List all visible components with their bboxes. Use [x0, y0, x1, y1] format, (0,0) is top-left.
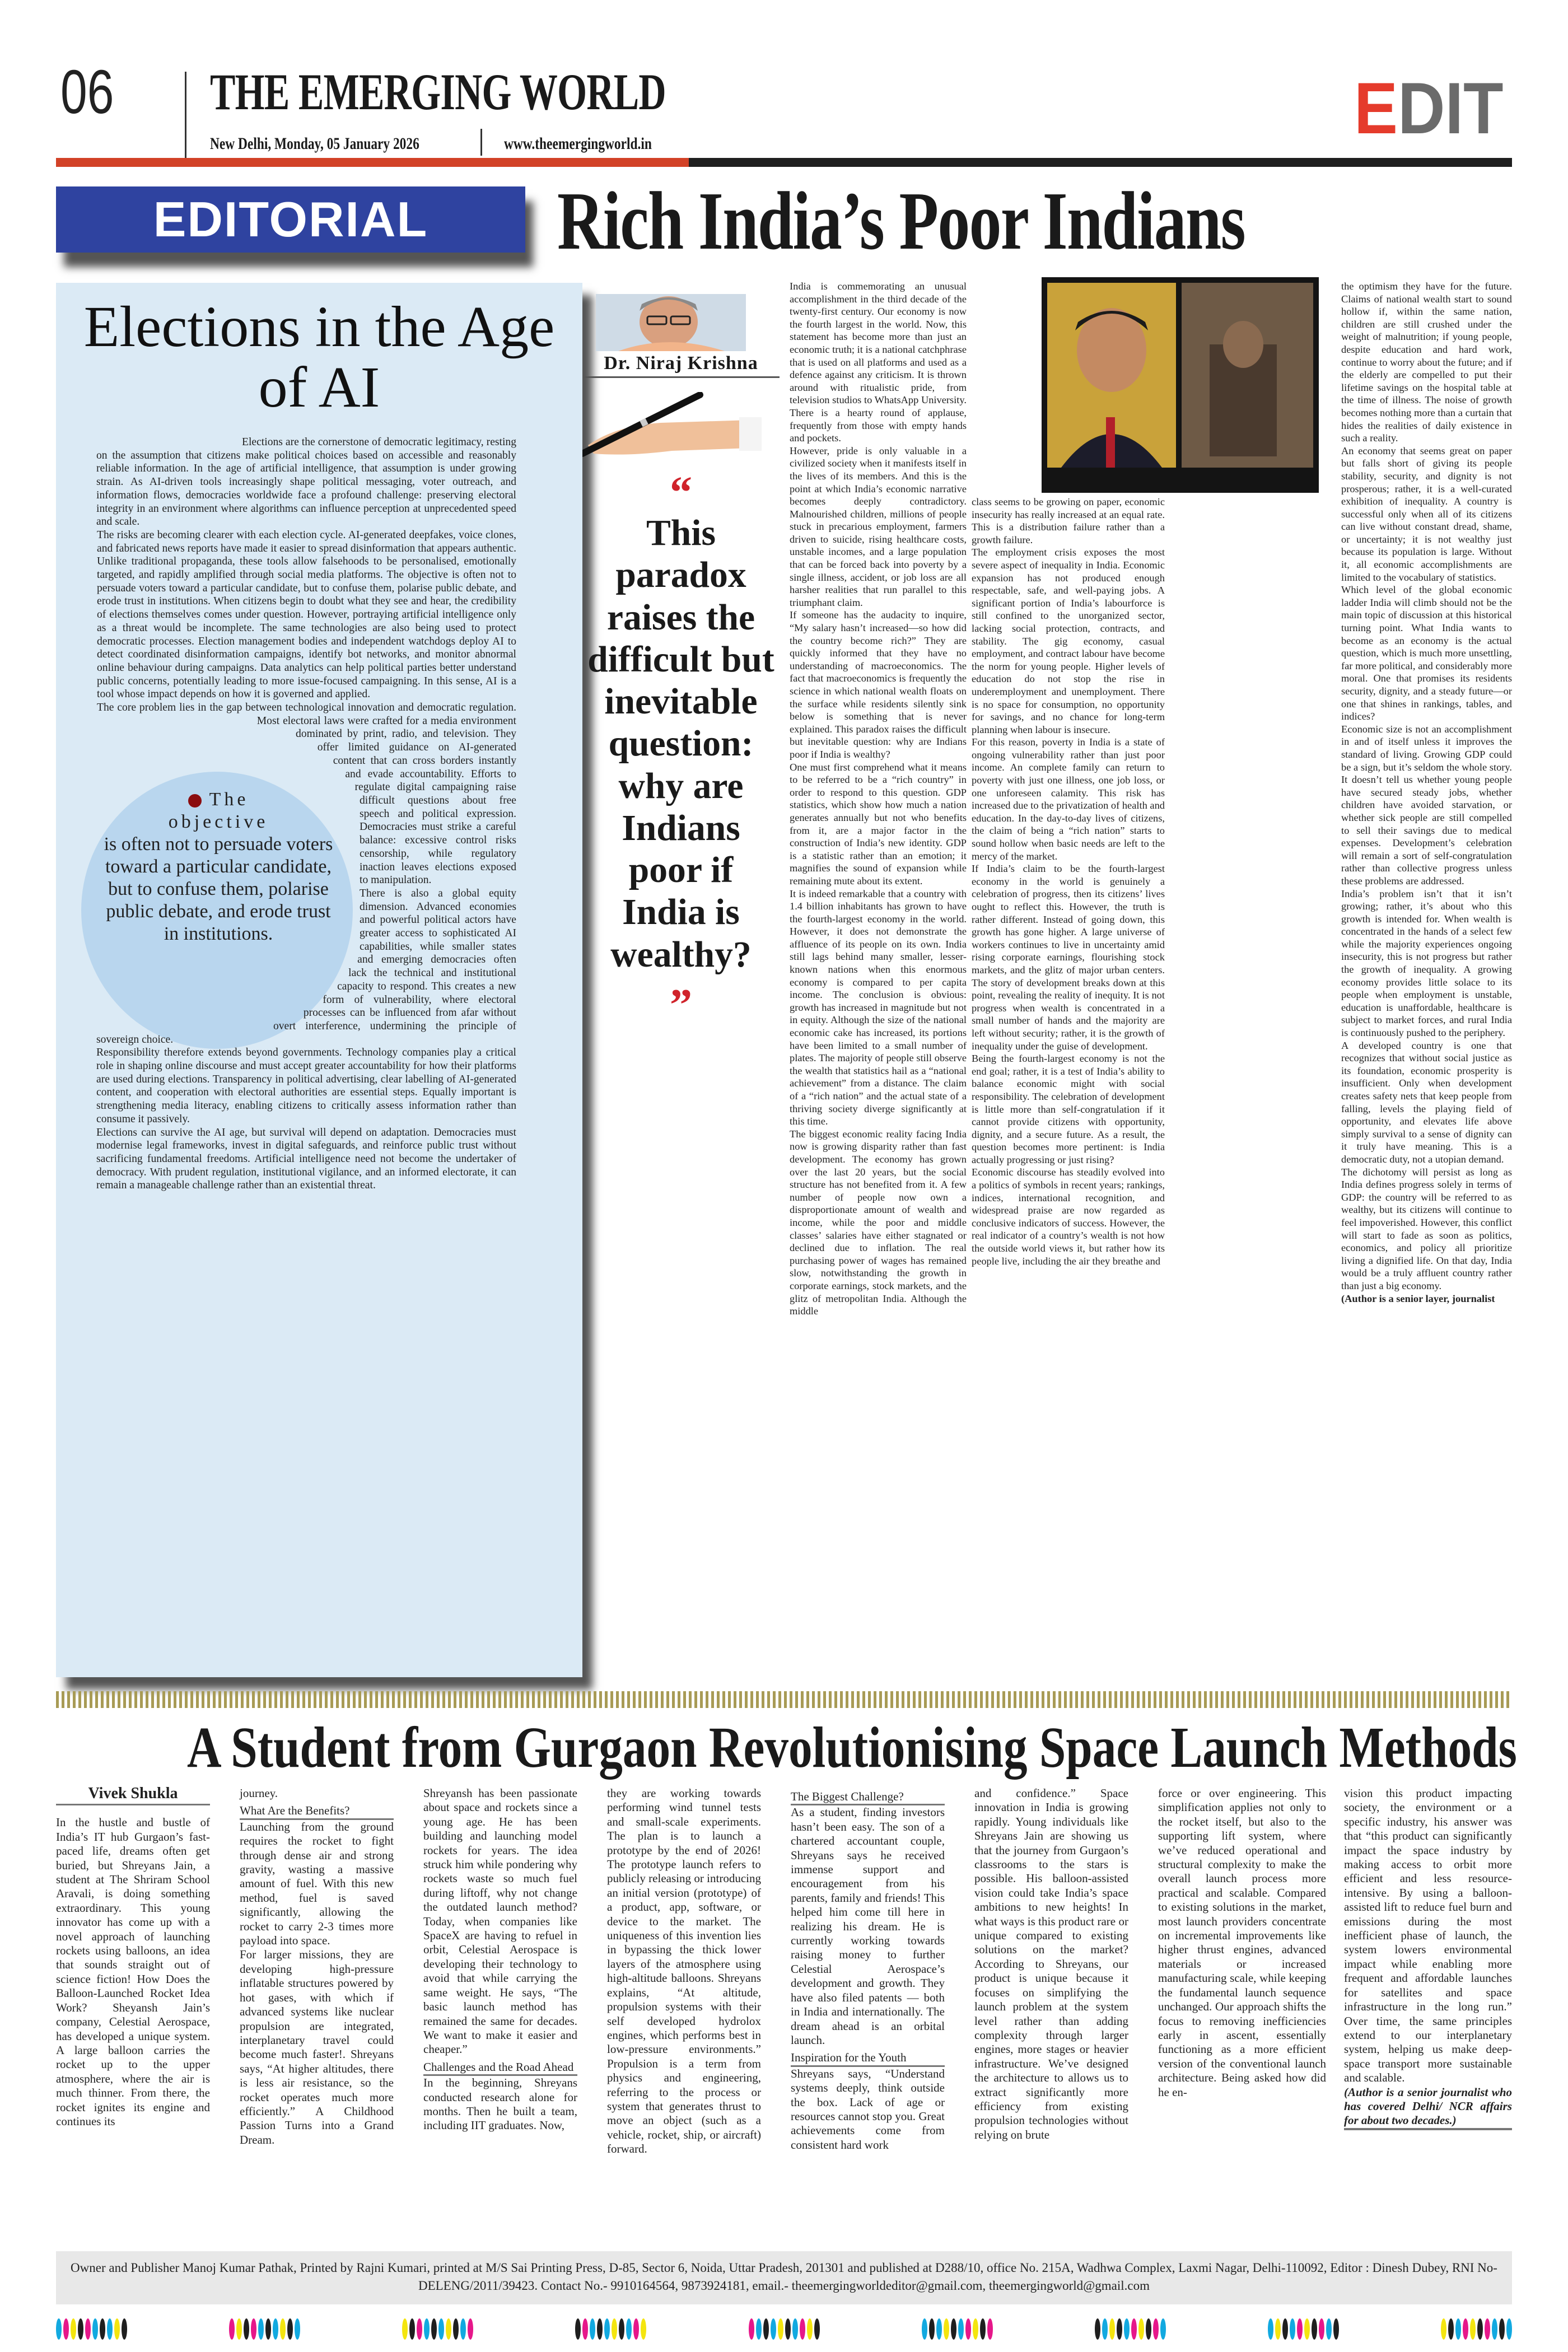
registration-dot [258, 2318, 264, 2340]
registration-dot [756, 2318, 762, 2340]
author-photo [596, 294, 746, 351]
article-paragraph: India’s problem isn’t that it isn’t growing; rather, it’s about who this growth is intended for. When wealth is concentrated in the hands of a select few while the majority experiences ongoing insecurity, this is not progress but rather the growth of inequality. A growing economy provides little solace to its people when employment is unstable, education is unaffordable, healthcare is subject to market forces, and rural India is continuously pushed to the periphery. [1341, 888, 1512, 1039]
space-paragraph: journey. [240, 1786, 278, 1800]
editorial-pull-quote [101, 788, 336, 945]
registration-dot [229, 2318, 235, 2340]
space-byline: Vivek Shukla [56, 1786, 210, 1805]
pull-quote-rest: is often not to persuade voters toward a particular candidate, but to confuse them, polarise public debate, and erode trust in institutions. [104, 834, 333, 944]
registration-dot [929, 2318, 935, 2340]
subhead-biggest-challenge: The Biggest Challenge? [791, 1790, 945, 1805]
article-paragraph: Economic size is not an accomplishment in and of itself unless it improves the standard of living. Growing GDP could be a sign, but it’s seldom the whole story. It doesn’t tell us whether young people have secured steady jobs, whether children have avoided starvation, or whether sick people are still compelled to sell their savings due to medical expenses. Development’s celebration will remain a sort of self-congratulation rather than collective progress unless these problems are addressed. [1341, 723, 1512, 886]
registration-dot [633, 2318, 639, 2340]
registration-dot [244, 2318, 249, 2340]
article-photo [1042, 277, 1319, 493]
registration-dot [56, 2318, 62, 2340]
dateline-divider [480, 129, 482, 156]
article-column-1 [790, 280, 967, 1318]
registration-dot [1153, 2318, 1159, 2340]
space-paragraph: As a student, finding investors hasn’t been easy. The son of a chartered accountant couple, Shreyans says he received immense support and encouragement from his parents, family and friends! This helped him come till here in realizing his dream. He is currently working towards raising money to further Celestial Aerospace’s development and growth. They have also filed patents — both in India and internationally. The dream ahead is an orbital launch. [791, 1805, 945, 2047]
registration-dot [604, 2318, 610, 2340]
editorial-title: Elections in the Age of AI [83, 295, 555, 420]
article-paragraph: The dichotomy will persist as long as India defines progress solely in terms of GDP: the country will be referred to as wealthy, but its citizens will continue to feel impoverished. However, this conflict will start to fade as soon as politics, economics, and policy all prioritize living a dignified life. On that day, India would be a truly affluent country rather than just a big economy. [1341, 1166, 1512, 1291]
registration-dot [122, 2318, 127, 2340]
registration-dot [1492, 2318, 1497, 2340]
registration-dot [626, 2318, 632, 2340]
space-paragraph: they are working towards performing wind tunnel tests and small-scale experiments. The plan is to launch a prototype by the end of 2026! The prototype launch refers to publicly releasing or introducing an initial version (prototype) of a product, app, software, or device to the market. The uniqueness of this invention lies in bypassing the thick lower layers of the atmosphere using high-altitude balloons. Shreyans explains, “At altitude, propulsion systems with their self developed hydrolox engines, which performs best in low-pressure environments.” Propulsion is a term from physics and engineering, referring to the process or system that generates thrust to move an object (such as a vehicle, rocket, ship, or aircraft) forward. [607, 1786, 761, 2156]
registration-dot [749, 2318, 754, 2340]
registration-dot [590, 2318, 595, 2340]
editorial-tag-label: EDITORIAL [153, 192, 428, 247]
section-logo [1354, 67, 1504, 149]
section-logo-rest: DIT [1398, 67, 1504, 149]
registration-dot [807, 2318, 813, 2340]
registration-dot [785, 2318, 791, 2340]
space-column-3 [423, 1786, 577, 2133]
registration-dot [438, 2318, 444, 2340]
header-divider [185, 72, 186, 164]
registration-dot [1268, 2318, 1273, 2340]
article-paragraph: Which level of the global economic ladder India will climb should not be the main topic of discussion at this historical turning point. What India wants to become as an economy is the actual question, which is much more unsettling, far more political, and considerably more moral. One that promises its residents security, dignity, and a steady future—or one that shines in rankings, tables, and indices? [1341, 584, 1512, 722]
article-paragraph: The biggest economic reality facing India now is growing disparity rather than fast development. The economy has grown over the last 20 years, but the social structure has not benefited from it. A few number of people now own a disproportionate amount of wealth and income, while the poor and middle classes’ salaries have either stagnated or declined due to inflation. The real purchasing power of wages has remained slow, notwithstanding the growth in corporate earnings, stock markets, and the glitz of metropolitan India. Although the middle [790, 1128, 967, 1317]
space-author-note: (Author is a senior journalist who has covered Delhi/ NCR affairs for about two decades.) [1344, 2085, 1512, 2130]
registration-dot-group [575, 2318, 646, 2341]
registration-dot [763, 2318, 769, 2340]
registration-dot [1499, 2318, 1505, 2340]
space-column-4 [607, 1786, 761, 2157]
registration-dot [1448, 2318, 1454, 2340]
registration-dot [424, 2318, 430, 2340]
registration-dot [236, 2318, 242, 2340]
registration-dot-group [56, 2318, 127, 2341]
header-rule-black [689, 158, 1512, 167]
article-column-2 [972, 496, 1165, 1267]
registration-dot [987, 2318, 993, 2340]
space-paragraph: vision this product impacting society, the environment or a specific industry, his answer was that “this product can significantly impact the space industry by making access to orbit more efficient and less resource-intensive. By using a balloon-assisted lift to reduce fuel burn and emissions during the most inefficient phase of launch, the system lowers environmental impact while enabling more frequent and affordable launches for satellites and space infrastructure in the long run.” Over time, the same principles extend to our interplanetary system, helping us make deep-space transport more sustainable and scalable. [1344, 1786, 1512, 2085]
registration-dot-group [1268, 2318, 1339, 2341]
section-logo-first: E [1354, 67, 1398, 149]
registration-dot [980, 2318, 986, 2340]
registration-dot [1102, 2318, 1108, 2340]
registration-dot [1160, 2318, 1166, 2340]
registration-dot [114, 2318, 120, 2340]
registration-dot-group [922, 2318, 993, 2341]
article-paragraph: The employment crisis exposes the most severe aspect of inequality in India. Economic expansion has not produced enough respectable, safe, and well-paying jobs. A significant portion of India’s labourforce is still confined to the unorganized sector, lacking social protection, contracts, and stability. The gig economy, casual employment, and contract labour have become the norm for young people. Higher levels of education do not stop the rise in underemployment and unemployment. There is no space for consumption, no opportunity for savings, and no chance for long-term planning when labour is insecure. [972, 547, 1165, 735]
article-paragraph: For this reason, poverty in India is a state of ongoing vulnerability rather than just poor income. An complete family can return to poverty with just one illness, one job loss, or one unforeseen calamity. This risk has increased due to the privatization of health and education. In the day-to-day lives of citizens, the claim of being a “rich nation” starts to sound hollow when basic needs are left to the mercy of the market. [972, 736, 1165, 862]
registration-dot [251, 2318, 256, 2340]
space-paragraph: and confidence.” Space innovation in India is growing rapidly. Young individuals like Shreyans Jain are showing us that the journey from Gurgaon’s classrooms to the stars is possible. His balloon-assisted vision could take India’s space ambitions to new heights! In what ways is this product rare or unique compared to existing solutions on the market? According to Shreyans, our product is unique because it focuses on simplifying the launch problem at the system level rather than adding complexity through larger engines, more stages or heavier infrastructure. We’ve designed the architecture to allows us to extract significantly more efficiency from existing propulsion technologies without relying on brute [974, 1786, 1128, 2141]
registration-dot [951, 2318, 956, 2340]
space-article-headline: A Student from Gurgaon Revolutionising Space Launch Methods [187, 1715, 1517, 1780]
registration-dot [1319, 2318, 1324, 2340]
registration-dot [1290, 2318, 1295, 2340]
registration-dot [92, 2318, 98, 2340]
registration-dot [460, 2318, 466, 2340]
registration-dot [958, 2318, 964, 2340]
space-column-6 [974, 1786, 1128, 2142]
main-headline: Rich India’s Poor Indians [557, 175, 1245, 267]
registration-dot [1485, 2318, 1490, 2340]
registration-dot [453, 2318, 459, 2340]
registration-dot [1275, 2318, 1281, 2340]
registration-dot [1146, 2318, 1151, 2340]
article-paragraph: It is indeed remarkable that a country with 1.4 billion inhabitants has grown to have the fourth-largest economy in the world. However, it does not demonstrate the affluence of its people on its own. India still lags behind many smaller, lesser-known nations when this enormous economy is compared to per capita income. The conclusion is obvious: growth has increased in magnitude but not in equity. Although the size of the national economic cake has increased, its portions have been limited to a small number of plates. The majority of people still observe the wealth that statistics hail as a “national achievement” from a distance. The claim of a “rich nation” and the actual state of a thriving society diverge significantly at this time. [790, 888, 967, 1127]
editorial-paragraph: Elections are the cornerstone of democratic legitimacy, resting on the assumption that citizens make political choices based on accessible and reasonably reliable information. In the age of artificial intelligence, that assumption is under growing strain. As AI-driven tools increasingly shape political messaging, voter outreach, and information flows, democracies worldwide face a profound challenge: preserving electoral integrity in an environment where algorithms can influence perception at unprecedented speed and scale. [96, 436, 516, 528]
registration-dot [575, 2318, 581, 2340]
registration-dot [814, 2318, 820, 2340]
registration-dot [265, 2318, 271, 2340]
header-rule-red [56, 158, 689, 167]
registration-dot-group [749, 2318, 820, 2341]
article-paragraph: If India’s claim to be the fourth-largest economy in the world is genuinely a celebration of progress, then its citizens’ lives ought to reflect this. However, the truth is rather different. Instead of going down, this growth has gone higher. A large universe of workers continues to live in uncertainty amid rising corporate earnings, flourishing stock markets, and the glitz of major urban centers. The story of development breaks down at this point, revealing the reality of inequity. It is not progress when wealth is concentrated in a small number of hands and the majority are left without security; rather, it is the growth of inequality under the guise of development. [972, 863, 1165, 1052]
registration-dot [582, 2318, 588, 2340]
quote-close-icon: ” [670, 981, 692, 1030]
registration-dot [1333, 2318, 1339, 2340]
registration-dot [778, 2318, 783, 2340]
space-paragraph: In the beginning, Shreyans conducted research alone for months. Then he built a team, including IIT graduates. Now, [423, 2076, 577, 2132]
striped-divider [56, 1691, 1512, 1708]
article-paragraph: An economy that seems great on paper but falls short of giving its people stability, security, and dignity is not prosperous; rather, it is a well-curated exhibition of inequality. A country is successful only when all of its citizens can live without constant dread, shame, or uncertainty; it is not wealthy just because its population is large. Without it, all economic accomplishments are limited to the vocabulary of statistics. [1341, 445, 1512, 583]
registration-dot [597, 2318, 603, 2340]
space-paragraph: Shreyansh has been passionate about space and rockets since a young age. He has been building and launching model rockets for years. The idea struck him while pondering why rockets waste so much fuel during liftoff, why not change the outdated launch method? Today, when companies like SpaceX are having to refuel in orbit, Celestial Aerospace is developing their technology to avoid that while carrying the same weight. He says, “The basic launch method has remained the same for decades. We want to make it easier and cheaper.” [423, 1786, 577, 2056]
space-column-5 [791, 1786, 945, 2152]
quote-open-icon: “ [670, 468, 692, 517]
editorial-paragraph: There is also a global equity dimension. Advanced economies and powerful political actors have greater access to sophisticated AI capabilities, while smaller states and emerging democracies often lack the technical and institutional capacity to respond. This creates a new form of vulnerability, where electoral processes can be influenced from afar without overt interference, undermining the principle of sovereign choice. [96, 887, 516, 1046]
registration-dot [792, 2318, 798, 2340]
main-pull-quote: This paradox raises the difficult but inevitable question: why are Indians poor if India is wealthy? [587, 513, 774, 975]
pull-quote-lead: The [209, 789, 249, 810]
editorial-tag [56, 186, 525, 253]
hand-pen-image [582, 392, 773, 459]
registration-dot [100, 2318, 105, 2340]
registration-dot [1506, 2318, 1512, 2340]
registration-dot [1109, 2318, 1115, 2340]
registration-dot [71, 2318, 76, 2340]
registration-dot [1477, 2318, 1483, 2340]
registration-dot [1441, 2318, 1446, 2340]
registration-dot [295, 2318, 300, 2340]
registration-dot [922, 2318, 927, 2340]
registration-dot [1095, 2318, 1100, 2340]
article-paragraph: However, pride is only valuable in a civilized society when it manifests itself in the lives of its members. And this is the point at which India’s economic narrative becomes deeply contradictory. Malnourished children, millions of people stuck in precarious employment, farmers driven to suicide, rising healthcare costs, unstable incomes, and a large population that can be forced back into poverty by a single illness, accident, or job loss are all harsher realities that run parallel to this triumphant claim. [790, 445, 967, 608]
registration-dot [1138, 2318, 1144, 2340]
space-paragraph: In the hustle and bustle of India’s IT hub Gurgaon’s fast-paced life, dreams often get buried, but Shreyans Jain, a student at The Shriram School Aravali, is doing something extraordinary. This young innovator has come up with a novel approach of launching rockets using balloons, an idea that sounds straight out of science fiction! How Does the Balloon-Launched Rocket Idea Work? Sheyansh Jain’s company, Celestial Aerospace, has developed a unique system. A large balloon carries the rocket up to the upper atmosphere, where the air is much thinner. From there, the rocket ignites its engine and continues its [56, 1816, 210, 2128]
space-paragraph: force or over engineering. This simplification applies not only to the rocket itself, but also to the supporting lift system, where we’ve reduced operational and structural complexity to make the overall launch process more practical and scalable. Compared to existing solutions in the market, most launch providers concentrate on incremental improvements like higher thrust engines, advanced materials or increased manufacturing scale, while keeping the fundamental launch sequence unchanged. Our approach shifts the focus to removing inefficiencies early in ascent, essentially functioning as a more efficient version of the conventional launch architecture. Being asked how did he en- [1158, 1786, 1326, 2099]
article-paragraph: Being the fourth-largest economy is not the end goal; rather, it is a test of India’s ability to balance economic might with social responsibility. The celebration of development is little more than self-congratulation if it cannot provide citizens with opportunity, dignity, and a secure future. As a result, the question becomes more pertinent: is India actually progressing or just rising? [972, 1053, 1165, 1165]
registration-dot [409, 2318, 415, 2340]
registration-dot [1282, 2318, 1288, 2340]
registration-dot [1304, 2318, 1310, 2340]
pull-quote-word: objective [168, 811, 269, 832]
registration-dot [1326, 2318, 1332, 2340]
article-paragraph: One must first comprehend what it means to be referred to be a “rich country” in order to respond to this question. GDP statistics, which show how much a nation generates annually but not who benefits from it, are a major factor in the construction of India’s new identity. GDP is a statistic rather than an emotion; it magnifies the sound of expansion while remaining mute about its extent. [790, 761, 967, 886]
registration-dot [612, 2318, 617, 2340]
registration-dot [936, 2318, 942, 2340]
registration-dot-group [1095, 2318, 1166, 2341]
registration-dot [1297, 2318, 1303, 2340]
registration-dot [944, 2318, 949, 2340]
registration-dot [1455, 2318, 1461, 2340]
article-column-4 [1341, 280, 1512, 1305]
registration-dot [800, 2318, 805, 2340]
registration-dot [641, 2318, 646, 2340]
editorial-paragraph: Elections can survive the AI age, but survival will depend on adaptation. Democracies must modernise legal frameworks, invest in digital safeguards, and reinforce public trust without sacrificing fundamental freedoms. Artificial intelligence need not become the undertaker of democracy. With prudent regulation, institutional vigilance, and an informed electorate, it can remain a manageable challenge rather than an existential threat. [96, 1126, 516, 1192]
article-paragraph: If someone has the audacity to inquire, “My salary hasn’t increased—so how did the country become rich?” They are quickly informed that they have no understanding of macroeconomics. The fact that macroeconomics is frequently the science in which national wealth floats on the surface while residents silently sink below is something that is never explained. This paradox raises the difficult but inevitable question: why are Indians poor if India is wealthy? [790, 609, 967, 760]
registration-dot [446, 2318, 451, 2340]
registration-dot [431, 2318, 437, 2340]
article-paragraph: Economic discourse has steadily evolved into a politics of symbols in recent years; rankings, indices, international recognition, and widespread praise are now regarded as conclusive indicators of success. However, the real indicator of a country’s wealth is not how the outside world views it, but rather how its people live, including the air they breathe and [972, 1166, 1165, 1267]
space-column-2 [240, 1786, 394, 2147]
article-paragraph: class seems to be growing on paper, economic insecurity has really increased at an equal rate. This is a distribution failure rather than a growth failure. [972, 496, 1165, 545]
masthead: THE EMERGING WORLD [210, 63, 666, 120]
article-paragraph: A developed country is one that recognizes that without social justice as its foundation, economic prosperity is insufficient. Only when development creates safety nets that keep people from falling, levels the playing field of opportunity, and elevates life above simply survival to a sense of dignity can it truly have meaning. This is a democratic duty, not a utopian demand. [1341, 1039, 1512, 1165]
registration-dot-group [1441, 2318, 1512, 2341]
website-link[interactable]: www.theemergingworld.in [504, 134, 652, 153]
registration-marks [56, 2318, 1512, 2341]
subhead-road-ahead: Challenges and the Road Ahead [423, 2060, 577, 2076]
registration-dot [280, 2318, 286, 2340]
space-paragraph: Shreyans says, “Understand systems deeply, think outside the box. Lack of age or resources cannot stop you. Great achievements come from consistent hard work [791, 2066, 945, 2152]
subhead-benefits: What Are the Benefits? [240, 1804, 394, 1819]
registration-dot [417, 2318, 422, 2340]
space-column-1 [56, 1786, 210, 2129]
registration-dot-group [229, 2318, 300, 2341]
registration-dot [468, 2318, 473, 2340]
article-closing-note: (Author is a senior layer, journalist [1341, 1292, 1495, 1304]
registration-dot [771, 2318, 776, 2340]
registration-dot [107, 2318, 113, 2340]
space-column-7 [1158, 1786, 1326, 2099]
registration-dot [965, 2318, 971, 2340]
registration-dot [78, 2318, 83, 2340]
article-paragraph: the optimism they have for the future. Claims of national wealth start to sound hollow if, within the same nation, children are still crushed under the weight of malnutrition; if young people, despite education and hard work, continue to worry about the future; and if the elderly are compelled to put their lifetime savings on the hospital table at the time of illness. The noise of growth becomes nothing more than a curtain that hides the realities of daily existence in such a reality. [1341, 281, 1512, 444]
registration-dot [85, 2318, 91, 2340]
registration-dot [1117, 2318, 1122, 2340]
editorial-paragraph: The risks are becoming clearer with each election cycle. AI-generated deepfakes, voice clones, and fabricated news reports have made it easier to spread disinformation that appears authentic. Unlike traditional propaganda, these tools allow falsehoods to be personalised, emotionally targeted, and rapidly amplified through social media platforms. The objective is often not to persuade voters toward a particular candidate, but to confuse them, polarise public debate, and erode trust in institutions. When citizens begin to doubt what they see and hear, the credibility of elections themselves comes under question. However, portraying artificial intelligence only as a threat would be incomplete. The same technologies are also being used to protect democratic processes. Election management bodies and independent watchdogs deploy AI to detect coordinated disinformation campaigns, identify bot networks, and monitor abnormal online behaviour during campaigns. Data analytics can help political parties better understand public concerns, potentially leading to more issue-focused campaigning. In this sense, AI is a tool whose impact depends on how it is governed and applied. [97, 529, 516, 701]
imprint-footer: Owner and Publisher Manoj Kumar Pathak, Printed by Rajni Kumari, printed at M/S Sai Printing Press, D-85, Sector 6, Noida, Uttar Pradesh, 201301 and published at D288/10, office No. 215A, Wadhwa Complex, Laxmi Nagar, Delhi-110092, Editor : Dinesh Dubey, RNI No- DELENG/2011/39423. Contact No.- 9910164564, 9873924181, email.- theemergingworldeditor@gmail.com, theemergingworld@gmail.com [56, 2251, 1512, 2304]
editorial-paragraph: Responsibility therefore extends beyond governments. Technology companies play a critical role in shaping online discourse and must accept greater accountability for how their platforms are used during elections. Transparency in political advertising, clear labelling of AI-generated content, and cooperation with electoral authorities are essential steps. Equally important is strengthening media literacy, enabling citizens to critically assess information rather than consume it passively. [96, 1047, 516, 1125]
registration-dot [402, 2318, 408, 2340]
page-number: 06 [60, 58, 114, 127]
dateline: New Delhi, Monday, 05 January 2026 [210, 134, 419, 153]
registration-dot-group [402, 2318, 473, 2341]
registration-dot [619, 2318, 624, 2340]
bullet-dot-icon [188, 794, 202, 808]
registration-dot [973, 2318, 978, 2340]
registration-dot [273, 2318, 278, 2340]
registration-dot [1470, 2318, 1476, 2340]
space-column-8 [1344, 1786, 1512, 2130]
editorial-paragraph: The core problem lies in the gap between technological innovation and democratic regulation. Most electoral laws were crafted for a media environment dominated by print, radio, and television. They offer limited guidance on AI-generated content that can cross borders instantly and evade accountability. Efforts to regulate digital campaigning raise difficult questions about free speech and political expression. Democracies must strike a careful balance: excessive control risks censorship, while regulatory inaction leaves elections exposed to manipulation. [97, 702, 516, 886]
space-paragraph: Launching from the ground requires the rocket to fight through dense air and strong gravity, wasting a massive amount of fuel. With this new method, fuel is saved significantly, allowing the rocket to carry 2-3 times more payload into space. [240, 1819, 394, 1948]
author-byline: Dr. Niraj Krishna [582, 353, 780, 378]
registration-dot [1124, 2318, 1130, 2340]
registration-dot [63, 2318, 69, 2340]
space-paragraph: For larger missions, they are developing high-pressure inflatable structures powered by hot gases, with which if advanced systems like nuclear propulsion are integrated, interplanetary travel could become much faster!. Shreyans says, “At higher altitudes, there is less air resistance, so the rocket operates much more efficiently.” A Childhood Passion Turns into a Grand Dream. [240, 1948, 394, 2146]
registration-dot [1463, 2318, 1468, 2340]
registration-dot [1312, 2318, 1317, 2340]
registration-dot [287, 2318, 293, 2340]
registration-dot [1131, 2318, 1137, 2340]
subhead-youth: Inspiration for the Youth [791, 2051, 945, 2066]
article-paragraph: India is commemorating an unusual accomplishment in the third decade of the twenty-first century. Our economy is now the fourth largest in the world. Now, this statement has become more than just an economic truth; it is a national catchphrase that is used on all platforms and used as a defence against any criticism. It is thrown around with ritualistic pride, from television studios to WhatsApp University. There is a hearty round of applause, frequently from those with empty hands and pockets. [790, 281, 967, 444]
